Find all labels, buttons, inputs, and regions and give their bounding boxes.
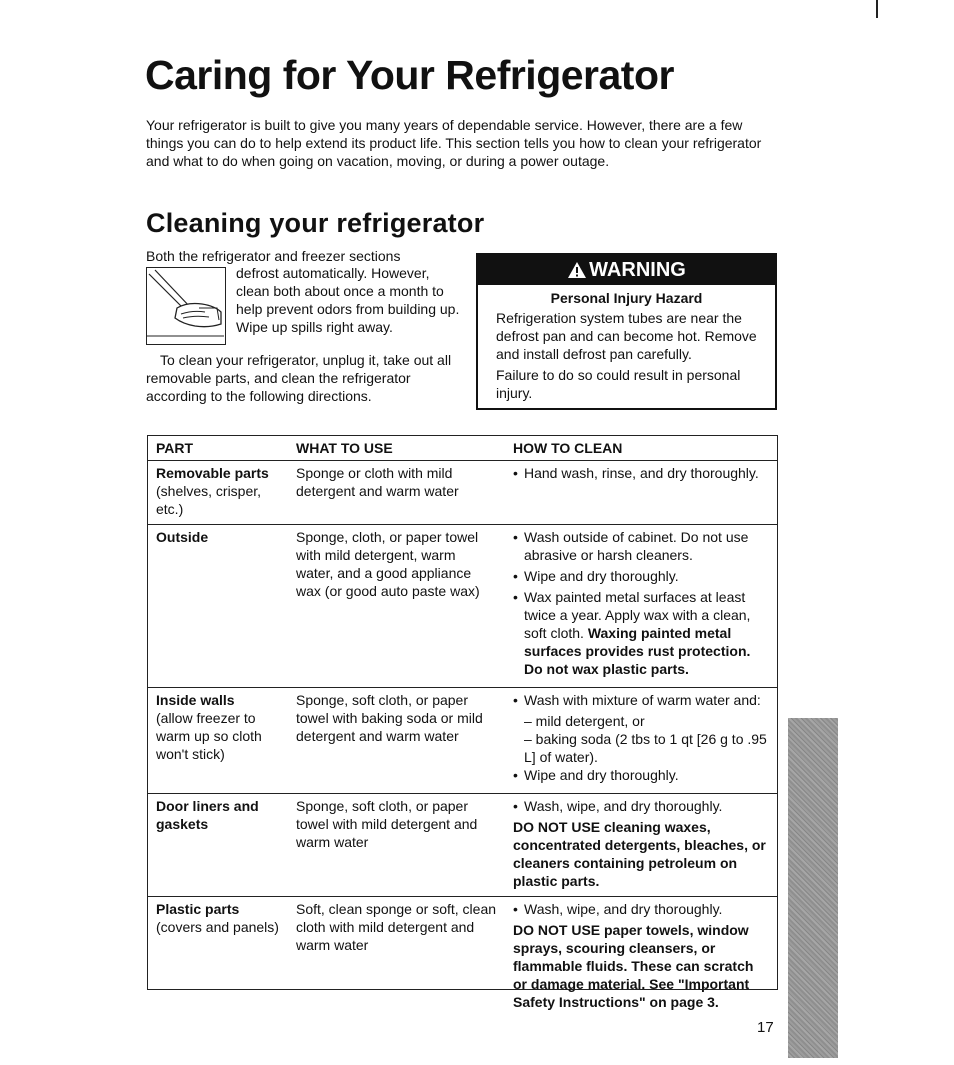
warning-consequence: Failure to do so could result in personal injury. xyxy=(496,367,741,401)
how-sub-step: – mild detergent, or xyxy=(524,713,645,729)
header-part: PART xyxy=(147,435,287,461)
part-name: Removable parts xyxy=(156,465,269,481)
how-step: • Hand wash, rinse, and dry thoroughly. xyxy=(513,464,770,482)
page-number: 17 xyxy=(757,1019,774,1036)
header-what-to-use: WHAT TO USE xyxy=(287,435,504,461)
what-cell: Sponge, soft cloth, or paper towel with baking soda or mild detergent and warm water xyxy=(287,688,504,794)
table-header-row xyxy=(147,435,778,461)
warning-text: Refrigeration system tubes are near the defrost pan and can become hot. Remove and install defrost pan carefully. xyxy=(496,310,757,362)
how-warning: DO NOT USE cleaning waxes, concentrated detergents, bleaches, or cleaners containing petroleum on plastic parts. xyxy=(513,819,766,889)
part-name: Inside walls xyxy=(156,692,235,708)
how-step xyxy=(513,588,770,678)
section-title: Cleaning your refrigerator xyxy=(146,208,485,238)
how-cell xyxy=(504,794,778,897)
page-title: Caring for Your Refrigerator xyxy=(145,52,674,98)
how-step-emphasis: Waxing painted metal surfaces provides rust protection. Do not wax plastic parts. xyxy=(524,625,751,677)
part-note: (shelves, crisper, etc.) xyxy=(156,483,262,517)
part-cell xyxy=(147,794,287,897)
warning-label: WARNING xyxy=(589,258,686,281)
part-note: (covers and panels) xyxy=(156,919,279,935)
warning-box xyxy=(476,253,777,410)
table-row xyxy=(147,897,778,1018)
how-warning: DO NOT USE paper towels, window sprays, scouring cleansers, or flammable fluids. These can scratch or damage material. See "Important Safety Instructions" on page 3. xyxy=(513,922,754,1010)
how-cell xyxy=(504,461,778,525)
what-cell: Soft, clean sponge or soft, clean cloth with mild detergent and warm water xyxy=(296,901,497,953)
table-row xyxy=(147,461,778,525)
how-cell xyxy=(504,688,778,794)
hand-wiping-icon xyxy=(147,268,224,343)
cleaning-instructions: To clean your refrigerator, unplug it, take out all removable parts, and clean the refrigerator according to the following directions. xyxy=(146,352,452,404)
what-cell: Sponge, soft cloth, or paper towel with mild detergent and warm water xyxy=(287,794,504,897)
what-cell: Sponge, cloth, or paper towel with mild detergent, warm water, and a good appliance wax (or good auto paste wax) xyxy=(287,525,504,688)
part-note: (allow freezer to warm up so cloth won't stick) xyxy=(156,710,262,762)
table-row xyxy=(147,525,778,688)
how-step: • Wipe and dry thoroughly. xyxy=(513,567,770,585)
what-cell: Sponge or cloth with mild detergent and warm water xyxy=(287,461,504,525)
part-name: Outside xyxy=(156,529,209,545)
cleaning-table xyxy=(147,435,778,1017)
header-how-to-clean: HOW TO CLEAN xyxy=(504,435,778,461)
wiping-hand-illustration xyxy=(146,267,226,345)
part-name: Plastic parts xyxy=(156,901,240,917)
warning-header xyxy=(478,255,775,285)
how-step-text: Wax painted metal surfaces at least twice a year. Apply wax with a clean, soft cloth. xyxy=(524,589,751,641)
table-row xyxy=(147,688,778,794)
how-sub-step: – baking soda (2 tbs to 1 qt [26 g to .95 L] of water). xyxy=(524,731,767,765)
part-name: Door liners and gaskets xyxy=(156,798,259,832)
intro-paragraph: Your refrigerator is built to give you many years of dependable service. However, there are a few things you can do to help extend its product life. This section tells you how to clean your refrigerator and what to do when going on vacation, moving, or during a power outage. xyxy=(146,117,762,169)
edge-mark xyxy=(876,0,878,18)
hazard-title: Personal Injury Hazard xyxy=(550,290,703,306)
part-cell xyxy=(147,525,287,688)
cleaning-wrap-text: defrost automatically. However, clean both about once a month to help prevent odors from building up. Wipe up spills right away. xyxy=(236,265,460,335)
how-step: • Wash outside of cabinet. Do not use abrasive or harsh cleaners. xyxy=(513,528,770,564)
how-step: • Wash, wipe, and dry thoroughly. xyxy=(513,797,770,815)
part-cell xyxy=(147,461,287,525)
how-step: • Wash, wipe, and dry thoroughly. xyxy=(513,900,770,918)
how-cell xyxy=(504,525,778,688)
how-step: • Wash with mixture of warm water and: xyxy=(513,691,770,709)
part-cell xyxy=(147,897,287,1018)
section-edge-tab xyxy=(788,718,838,1058)
warning-triangle-icon xyxy=(567,261,587,279)
part-cell xyxy=(147,688,287,794)
table-row xyxy=(147,794,778,897)
cleaning-first-line: Both the refrigerator and freezer sections xyxy=(146,248,401,264)
how-step: • Wipe and dry thoroughly. xyxy=(513,766,770,784)
how-cell xyxy=(504,897,778,1018)
